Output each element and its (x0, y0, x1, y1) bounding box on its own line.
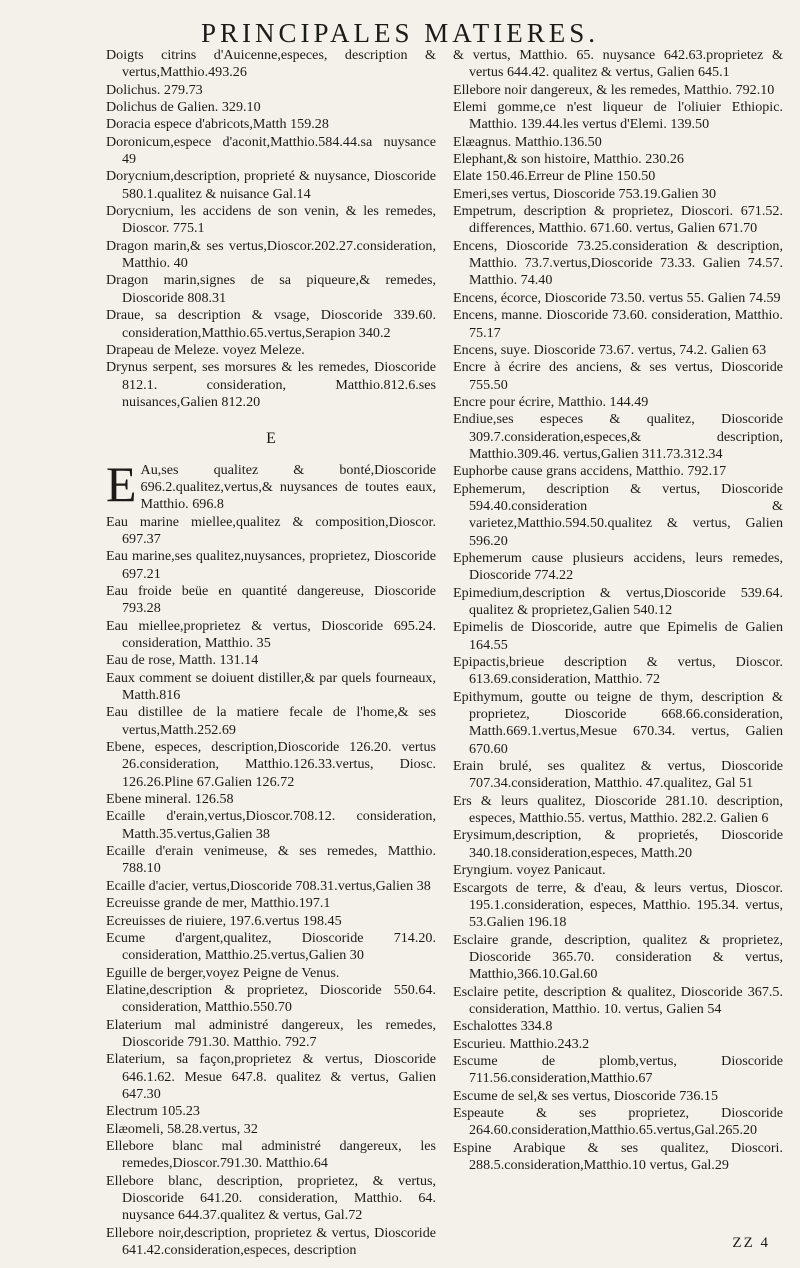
index-entry: Ecreuisse grande de mer, Matthio.197.1 (106, 895, 331, 912)
index-entry: Eau miellee,proprietez & vertus, Dioscoride 695.24. consideration, Matthio. 35 (106, 617, 436, 651)
index-entry: Doronicum,espece d'aconit,Matthio.584.44.sa nuysance 49 (106, 133, 436, 168)
page-signature: ZZ 4 (732, 1235, 770, 1251)
index-entry: Eryngium. voyez Panicaut. (453, 862, 606, 879)
index-entry: Elatine,description & proprietez, Dioscoride 550.64. consideration, Matthio.550.70 (106, 981, 436, 1016)
index-entry: Eaux comment se doiuent distiller,& par quels fourneaux, Matth.816 (106, 669, 436, 704)
index-entry: Epipactis,brieue description & vertus, Dioscor. 613.69.consideration, Matthio. 72 (453, 654, 783, 688)
index-entry: Endiue,ses especes & qualitez, Dioscoride 309.7.consideration,especes,& description, Matthio.309.46. vertus,Galien 311.73.312.34 (453, 411, 783, 462)
index-entry: Epithymum, goutte ou teigne de thym, description & proprietez, Dioscoride 668.66.consideration, Matth.669.1.vertus,Mesue 670.34. vertus, Galien 670.60 (453, 688, 783, 757)
index-entry: Ellebore noir dangereux, & les remedes, Matthio. 792.10 (453, 81, 775, 98)
index-entry: Dorycnium, les accidens de son venin, & les remedes, Dioscor. 775.1 (106, 203, 436, 237)
index-entry: Eau distillee de la matiere fecale de l'home,& ses vertus,Matth.252.69 (106, 704, 436, 738)
index-entry: Empetrum, description & proprietez, Dioscori. 671.52. differences, Matthio. 671.60. vertus, Galien 671.70 (453, 203, 783, 237)
index-entry: Epimedium,description & vertus,Dioscoride 539.64. qualitez & proprietez,Galien 540.12 (453, 584, 783, 618)
index-entry: Escargots de terre, & d'eau, & leurs vertus, Dioscor. 195.1.consideration, especes, Matthio. 195.34. vertus, 53.Galien 196.18 (453, 879, 783, 931)
index-entry: Dragon marin,& ses vertus,Dioscor.202.27.consideration, Matthio. 40 (106, 237, 436, 272)
index-entry: Elæagnus. Matthio.136.50 (453, 133, 602, 150)
index-entry: Dragon marin,signes de sa piqueure,& remedes, Dioscoride 808.31 (106, 272, 436, 306)
index-column-right (453, 47, 783, 1174)
index-entry: Ephemerum, description & vertus, Dioscoride 594.40.consideration & varietez,Matthio.594.50.qualitez & vertus, Galien 596.20 (453, 480, 783, 549)
index-entry: Ecreuisses de riuiere, 197.6.vertus 198.45 (106, 912, 342, 929)
index-entry: Ellebore blanc mal administré dangereux, les remedes,Dioscor.791.30. Matthio.64 (106, 1137, 436, 1172)
index-entry: Ecaille d'acier, vertus,Dioscoride 708.31.vertus,Galien 38 (106, 877, 431, 894)
section-letter-e: E (266, 430, 276, 448)
entry-text: Au,ses qualitez & bonté,Dioscoride 696.2.qualitez,vertus,& nuysances de toutes eaux, Matthio. 696.8 (140, 461, 436, 513)
index-entry: Erain brulé, ses qualitez & vertus, Dioscoride 707.34.consideration, Matthio. 47.qualitez, Gal 51 (453, 758, 783, 792)
entries-e-section-left (106, 514, 436, 1260)
index-column-left (106, 47, 436, 1259)
index-entry: Ellebore blanc, description, proprietez, & vertus, Dioscoride 641.20. consideration, Matthio. 64. nuysance 644.37.qualitez & vertus, Gal.72 (106, 1172, 436, 1224)
index-entry: Electrum 105.23 (106, 1103, 200, 1120)
index-entry: Doigts citrins d'Auicenne,especes, description & vertus,Matthio.493.26 (106, 47, 436, 81)
index-entry: Encre à écrire des anciens, & ses vertus, Dioscoride 755.50 (453, 359, 783, 393)
index-entry: Dolichus. 279.73 (106, 81, 203, 98)
index-entry: Ecume d'argent,qualitez, Dioscoride 714.20. consideration, Matthio.25.vertus,Galien 30 (106, 929, 436, 964)
index-entry: Eau froide beüe en quantité dangereuse, Dioscoride 793.28 (106, 582, 436, 617)
entries-d-section (106, 47, 436, 411)
index-entry: Encre pour écrire, Matthio. 144.49 (453, 393, 649, 410)
index-entry: Ecaille d'erain venimeuse, & ses remedes, Matthio. 788.10 (106, 843, 436, 877)
index-entry: Emeri,ses vertus, Dioscoride 753.19.Galien 30 (453, 185, 717, 202)
drop-cap: E (106, 455, 137, 512)
index-entry: Eau de rose, Matth. 131.14 (106, 652, 259, 669)
index-entry: Escume de plomb,vertus, Dioscoride 711.56.consideration,Matthio.67 (453, 1052, 783, 1087)
index-entry: Dorycnium,description, proprieté & nuysance, Dioscoride 580.1.qualitez & nuisance Gal.14 (106, 168, 436, 202)
index-entry: Epimelis de Dioscoride, autre que Epimelis de Galien 164.55 (453, 619, 783, 653)
index-entry: Eschalottes 334.8 (453, 1018, 553, 1035)
index-entry: Elemi gomme,ce n'est liqueur de l'oliuier Ethiopic. Matthio. 139.44.les vertus d'Elemi. 139.50 (453, 99, 783, 133)
index-entry: Elate 150.46.Erreur de Pline 150.50 (453, 168, 656, 185)
index-entry: Ephemerum cause plusieurs accidens, leurs remedes, Dioscoride 774.22 (453, 549, 783, 584)
index-entry: Esclaire petite, description & qualitez, Dioscoride 367.5. consideration, Matthio. 10. vertus, Galien 54 (453, 983, 783, 1017)
index-entry: Erysimum,description, & proprietés, Dioscoride 340.18.consideration,especes, Matth.20 (453, 827, 783, 861)
index-entry: Eau marine miellee,qualitez & composition,Dioscor. 697.37 (106, 513, 436, 547)
index-entry: Ecaille d'erain,vertus,Dioscor.708.12. consideration, Matth.35.vertus,Galien 38 (106, 808, 436, 842)
index-entry: Eau marine,ses qualitez,nuysances, proprietez, Dioscoride 697.21 (106, 548, 436, 582)
index-entry: Elæomeli, 58.28.vertus, 32 (106, 1120, 258, 1137)
index-entry: Espeaute & ses proprietez, Dioscoride 264.60.consideration,Matthio.65.vertus,Gal.265.20 (453, 1104, 783, 1139)
index-entry: Ebene mineral. 126.58 (106, 791, 234, 808)
page-title: PRINCIPALES MATIERES. (200, 18, 600, 48)
index-entry: Escurieu. Matthio.243.2 (453, 1035, 590, 1052)
index-entry: Draue, sa description & vsage, Dioscoride 339.60. consideration,Matthio.65.vertus,Serapion 340.2 (106, 307, 436, 341)
index-entry: Euphorbe cause grans accidens, Matthio. 792.17 (453, 463, 727, 480)
index-entry: Ebene, especes, description,Dioscoride 126.20. vertus 26.consideration, Matthio.126.33.vertus, Diosc. 126.26.Pline 67.Galien 126.72 (106, 739, 436, 790)
index-entry: Ellebore noir,description, proprietez & vertus, Dioscoride 641.42.consideration,especes, description (106, 1224, 436, 1259)
index-entry: Encens, manne. Dioscoride 73.60. consideration, Matthio. 75.17 (453, 307, 783, 341)
index-entry: Doracia espece d'abricots,Matth 159.28 (106, 116, 329, 133)
index-entry: Elaterium mal administré dangereux, les remedes, Dioscoride 791.30. Matthio. 792.7 (106, 1016, 436, 1050)
index-entry: Esclaire grande, description, qualitez & proprietez, Dioscoride 365.70. consideration & vertus, Matthio,366.10.Gal.60 (453, 931, 783, 983)
index-entry: Dolichus de Galien. 329.10 (106, 99, 261, 116)
index-entry: Ers & leurs qualitez, Dioscoride 281.10. description, especes, Matthio.55. vertus, Matthio. 282.2. Galien 6 (453, 792, 783, 827)
index-entry: Drynus serpent, ses morsures & les remedes, Dioscoride 812.1. consideration, Matthio.812.6.ses nuisances,Galien 812.20 (106, 359, 436, 410)
index-entry-eau (106, 455, 436, 514)
index-entry: Eguille de berger,voyez Peigne de Venus. (106, 964, 340, 981)
index-entry: & vertus, Matthio. 65. nuysance 642.63.proprietez & vertus 644.42. qualitez & vertus, Galien 645.1 (453, 47, 783, 81)
index-entry: Escume de sel,& ses vertus, Dioscoride 736.15 (453, 1087, 718, 1104)
index-entry: Encens, suye. Dioscoride 73.67. vertus, 74.2. Galien 63 (453, 341, 767, 358)
index-entry: Encens, écorce, Dioscoride 73.50. vertus 55. Galien 74.59 (453, 289, 781, 306)
index-entry: Elaterium, sa façon,proprietez & vertus, Dioscoride 646.1.62. Mesue 647.8. qualitez & vertus, Galien 647.30 (106, 1051, 436, 1102)
index-entry: Elephant,& son histoire, Matthio. 230.26 (453, 151, 684, 168)
index-entry: Encens, Dioscoride 73.25.consideration & description, Matthio. 73.7.vertus,Dioscoride 73.33. Galien 74.57. Matthio. 74.40 (453, 237, 783, 289)
index-entry: Espine Arabique & ses qualitez, Dioscori. 288.5.consideration,Matthio.10 vertus, Gal.29 (453, 1139, 783, 1173)
index-entry: Drapeau de Meleze. voyez Meleze. (106, 341, 305, 358)
